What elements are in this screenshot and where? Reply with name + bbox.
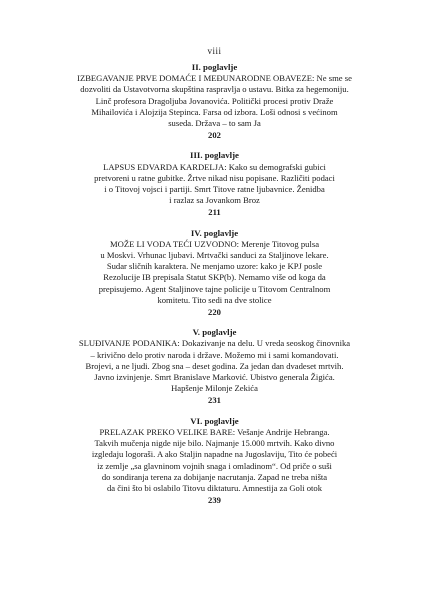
summary-line: Mihailovića i Alojzija Stepinca. Farsa od izbora. Loši odnosi s većinom	[91, 106, 338, 117]
summary-line: PRELAZAK PREKO VELIKE BARE: Vešanje Andrije Hebranga.	[99, 426, 330, 437]
summary-line: Javno izvinjenje. Smrt Branislave Marković. Ubistvo generala Žigića.	[94, 372, 335, 383]
summary-line: u Moskvi. Vrhunac ljubavi. Mrtvački sanduci za Staljinove lekare.	[100, 250, 329, 261]
chapter-heading: V. poglavlje	[192, 327, 237, 338]
table-of-contents	[56, 62, 373, 515]
summary-line: do sondiranja terena za dobijanje nacrutanja. Zapad ne treba ništa	[101, 471, 328, 482]
chapter-summary	[56, 239, 373, 306]
summary-line: iz zemlje „sa glavninom vojnih snaga i omladinom“. Od priče o suši	[97, 460, 332, 471]
chapter-page-number: 239	[208, 495, 221, 506]
chapter-summary	[56, 338, 373, 394]
summary-line: LAPSUS EDVARDA KARDELJA: Kako su demografski gubici	[103, 161, 326, 172]
summary-line: Brojevi, a ne ljudi. Zbog sna – deset godina. Za jedan dan dvadeset mrtvih.	[85, 360, 344, 371]
summary-line: Hapšenje Milonje Zekića	[171, 383, 258, 394]
summary-line: Takvih mučenja nigde nije bilo. Najmanje 15.000 mrtvih. Kako divno	[94, 438, 335, 449]
toc-chapter-4	[56, 228, 373, 319]
toc-chapter-6	[56, 416, 373, 507]
chapter-page-number: 231	[208, 395, 221, 406]
summary-line: – krivično delo protiv naroda i države. Možemo mi i sami komandovati.	[90, 349, 339, 360]
summary-line: prepisujemo. Agent Staljinove tajne policije u Titovom Centralnom	[98, 283, 331, 294]
summary-line: da čini što bi oslabilo Titovu diktaturu. Amnestija za Goli otok	[106, 482, 323, 493]
summary-line: suseda. Država – to sam Ja	[168, 118, 261, 129]
summary-line: i o Titovoj vojsci i partiji. Smrt Titove ratne ljubavnice. Ženidba	[104, 184, 325, 195]
summary-line: pretvoreni u ratne gubitke. Žrtve nikad nisu popisane. Različiti podaci	[94, 172, 335, 183]
chapter-heading: II. poglavlje	[191, 62, 238, 72]
chapter-heading: VI. poglavlje	[190, 415, 239, 426]
summary-line: SLUĐIVANJE PODANIKA: Dokazivanje na delu. U vreda seoskog činovnika	[78, 338, 351, 349]
chapter-heading: IV. poglavlje	[190, 227, 239, 238]
page-number: viii	[207, 46, 222, 56]
summary-line: Linč profesora Dragoljuba Jovanovića. Politički procesi protiv Draže	[95, 95, 334, 106]
summary-line: komitetu. Tito sedi na dve stolice	[157, 294, 272, 305]
summary-line: i razlaz sa Jovankom Broz	[169, 195, 260, 206]
chapter-heading: III. poglavlje	[190, 150, 239, 161]
toc-chapter-5	[56, 327, 373, 406]
summary-line: MOŽE LI VODA TEĆI UZVODNO: Merenje Titovog pulsa	[109, 238, 320, 249]
chapter-page-number: 202	[208, 130, 221, 141]
summary-line: Sudar sličnih karaktera. Ne menjamo uzore: kako je KPJ posle	[106, 261, 323, 272]
toc-chapter-2	[56, 62, 373, 141]
summary-line: izgledaju logoraši. A ako Staljin napadne na Jugoslaviju, Tito će pobeći	[91, 449, 338, 460]
chapter-summary	[56, 73, 373, 129]
summary-line: IZBEGAVANJE PRVE DOMAĆE I MEĐUNARODNE OBAVEZE: Ne sme se	[77, 73, 352, 84]
summary-line: dozvoliti da Ustavotvorna skupština raspravlja o ustavu. Bitka za hegemoniju.	[80, 84, 349, 95]
toc-chapter-3	[56, 150, 373, 218]
chapter-page-number: 211	[208, 207, 221, 218]
chapter-page-number: 220	[208, 307, 221, 318]
summary-line: Rezolucije IB prepisala Statut SKP(b). Nemamo više od koga da	[103, 272, 326, 283]
chapter-summary	[56, 162, 373, 207]
chapter-summary	[56, 427, 373, 494]
